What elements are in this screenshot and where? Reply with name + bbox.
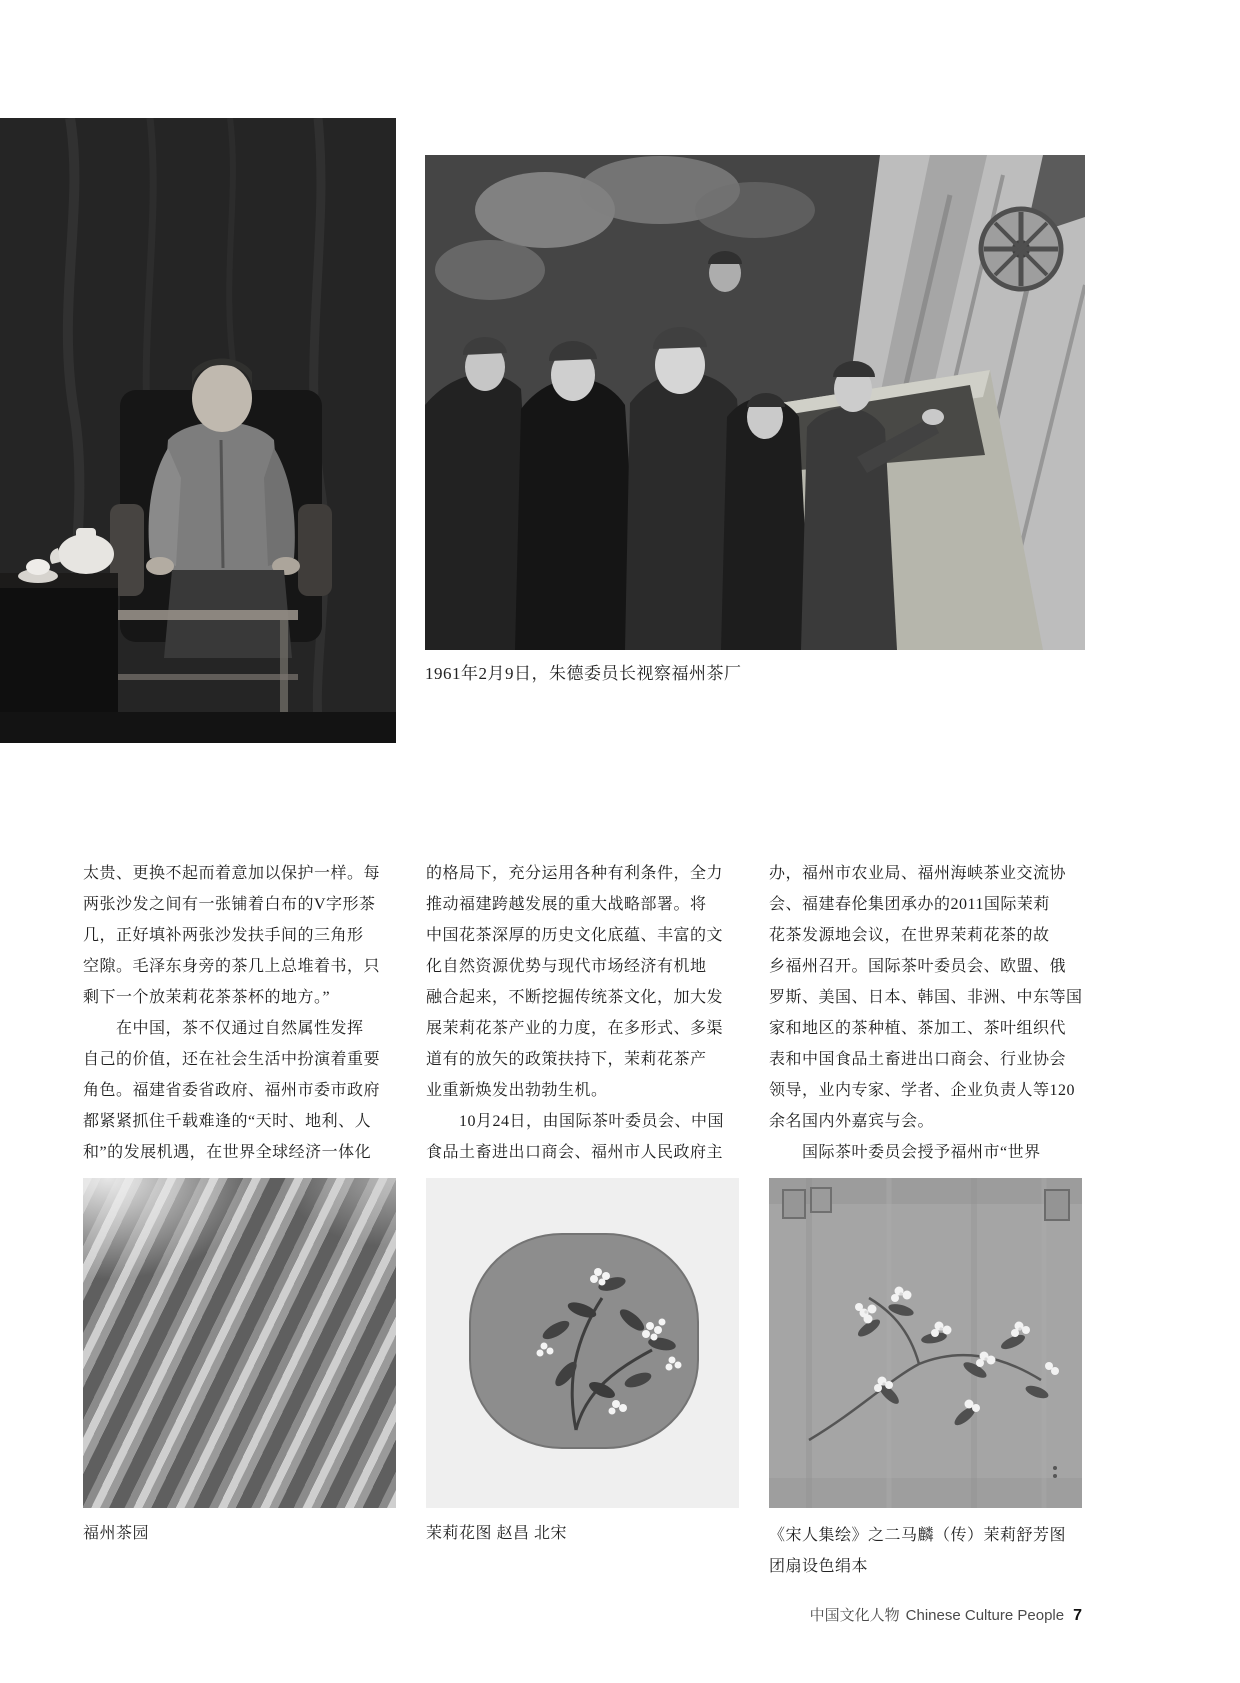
text-line: 自己的价值，还在社会生活中扮演着重要 <box>83 1051 381 1068</box>
text-line: 两张沙发之间有一张铺着白布的V字形茶 <box>83 896 376 913</box>
text-line: 空隙。毛泽东身旁的茶几上总堆着书，只 <box>83 958 381 975</box>
photo-jasmine-fan-image <box>426 1178 739 1508</box>
text-line: 太贵、更换不起而着意加以保护一样。每 <box>83 865 381 882</box>
photo-seated-leader-image <box>0 118 396 743</box>
text-line: 家和地区的茶种植、茶加工、茶叶组织代 <box>769 1020 1067 1037</box>
photo-seated-leader <box>0 118 396 743</box>
caption-tea-garden: 福州茶园 <box>83 1525 150 1542</box>
photo-zhude-tea-factory-image <box>425 155 1085 650</box>
text-line: 几，正好填补两张沙发扶手间的三角形 <box>83 927 364 944</box>
text-line: 道有的放矢的政策扶持下，茉莉花茶产 <box>426 1051 707 1068</box>
text-line: 融合起来，不断挖掘传统茶文化，加大发 <box>426 989 724 1006</box>
caption-jasmine-fan: 茉莉花图 赵昌 北宋 <box>426 1525 568 1542</box>
text-line: 食品土畜进出口商会、福州市人民政府主 <box>426 1144 724 1161</box>
text-line: 都紧紧抓住千载难逢的“天时、地利、人 <box>83 1113 372 1130</box>
text-column-2 <box>426 858 739 1168</box>
text-line: 办，福州市农业局、福州海峡茶业交流协 <box>769 865 1067 882</box>
photo-zhude-tea-factory <box>425 155 1085 650</box>
text-line: 中国花茶深厚的历史文化底蕴、丰富的文 <box>426 927 724 944</box>
photo-tea-garden <box>83 1178 396 1508</box>
text-line: 推动福建跨越发展的重大战略部署。将 <box>426 896 707 913</box>
journal-name-en: Chinese Culture People <box>905 1607 1065 1624</box>
photo-jasmine-fan-painting <box>426 1178 739 1508</box>
text-line: 罗斯、美国、日本、韩国、非洲、中东等国 <box>769 989 1083 1006</box>
text-line: 10月24日，由国际茶叶委员会、中国 <box>426 1113 725 1130</box>
text-line: 业重新焕发出勃勃生机。 <box>426 1082 608 1099</box>
caption-silk-painting <box>769 1520 1089 1582</box>
text-line: 展茉莉花茶产业的力度，在多形式、多渠 <box>426 1020 724 1037</box>
text-line: 领导，业内专家、学者、企业负责人等120 <box>769 1082 1076 1099</box>
journal-name-cn: 中国文化人物 <box>809 1607 900 1624</box>
text-line: 在中国，茶不仅通过自然属性发挥 <box>83 1020 364 1037</box>
text-line: 乡福州召开。国际茶叶委员会、欧盟、俄 <box>769 958 1067 975</box>
text-line: 的格局下，充分运用各种有利条件，全力 <box>426 865 724 882</box>
text-column-1 <box>83 858 396 1168</box>
text-line: 会、福建春伦集团承办的2011国际茉莉 <box>769 896 1050 913</box>
caption-silk-painting-line1: 《宋人集绘》之二马麟（传）茉莉舒芳图 <box>769 1527 1067 1544</box>
photo-song-silk-painting <box>769 1178 1082 1508</box>
text-line: 花茶发源地会议，在世界茉莉花茶的故 <box>769 927 1050 944</box>
text-line: 化自然资源优势与现代市场经济有机地 <box>426 958 707 975</box>
page-number: 7 <box>1073 1607 1082 1624</box>
text-line: 国际茶叶委员会授予福州市“世界 <box>769 1144 1041 1161</box>
text-line: 表和中国食品土畜进出口商会、行业协会 <box>769 1051 1067 1068</box>
article-body <box>83 858 1082 1168</box>
caption-top-right-photo: 1961年2月9日，朱德委员长视察福州茶厂 <box>425 664 742 683</box>
caption-silk-painting-line2: 团扇设色绢本 <box>769 1558 869 1575</box>
text-line: 角色。福建省委省政府、福州市委市政府 <box>83 1082 381 1099</box>
photo-song-silk-image <box>769 1178 1082 1508</box>
text-line: 剩下一个放茉莉花茶茶杯的地方。” <box>83 989 331 1006</box>
text-column-3 <box>769 858 1082 1168</box>
text-line: 和”的发展机遇，在世界全球经济一体化 <box>83 1144 372 1161</box>
page-footer <box>0 1604 1082 1625</box>
text-line: 余名国内外嘉宾与会。 <box>769 1113 935 1130</box>
